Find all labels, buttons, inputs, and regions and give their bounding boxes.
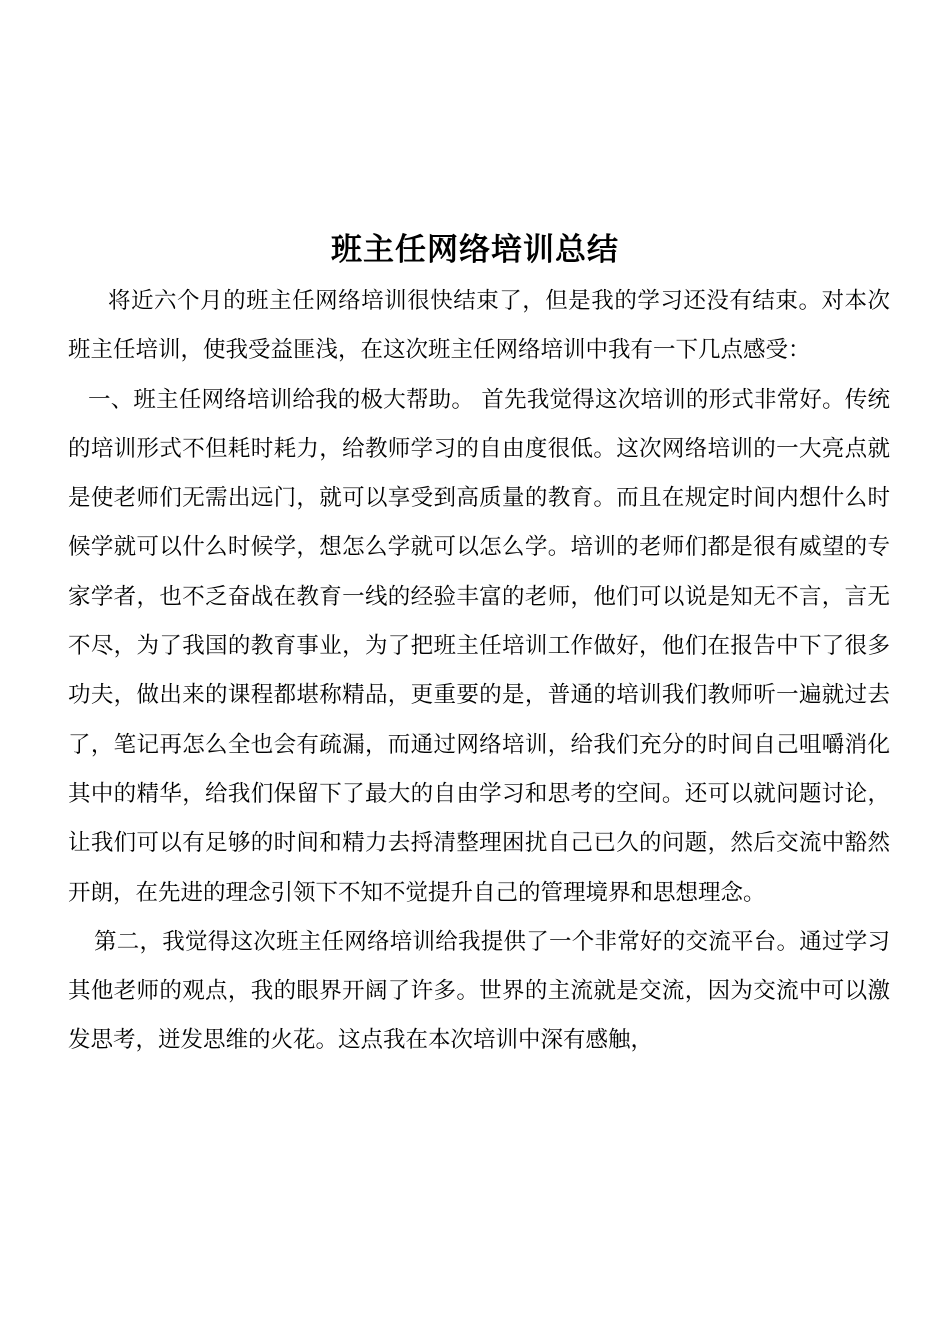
- document-title: 班主任网络培训总结: [331, 232, 619, 268]
- document-body: [68, 277, 890, 1066]
- paragraph-point-two: 第二，我觉得这次班主任网络培训给我提供了一个非常好的交流平台。通过学习其他老师的观点，我的眼界开阔了许多。世界的主流就是交流，因为交流中可以激发思考，迸发思维的火花。这点我在本次培训中深有感触，: [68, 928, 890, 1054]
- paragraph-point-one: 一、班主任网络培训给我的极大帮助。 首先我觉得这次培训的形式非常好。传统的培训形式不但耗时耗力，给教师学习的自由度很低。这次网络培训的一大亮点就是使老师们无需出远门，就可以享受到高质量的教育。而且在规定时间内想什么时候学就可以什么时候学，想怎么学就可以怎么学。培训的老师们都是很有威望的专家学者，也不乏奋战在教育一线的经验丰富的老师，他们可以说是知无不言，言无不尽，为了我国的教育事业，为了把班主任培训工作做好，他们在报告中下了很多功夫，做出来的课程都堪称精品，更重要的是，普通的培训我们教师听一遍就过去了，笔记再怎么全也会有疏漏，而通过网络培训，给我们充分的时间自己咀嚼消化其中的精华，给我们保留下了最大的自由学习和思考的空间。还可以就问题讨论，让我们可以有足够的时间和精力去捋清整理困扰自己已久的问题，然后交流中豁然开朗，在先进的理念引领下不知不觉提升自己的管理境界和思想理念。: [68, 386, 890, 906]
- paragraph-intro: 将近六个月的班主任网络培训很快结束了，但是我的学习还没有结束。对本次班主任培训，使我受益匪浅，在这次班主任网络培训中我有一下几点感受：: [68, 288, 890, 364]
